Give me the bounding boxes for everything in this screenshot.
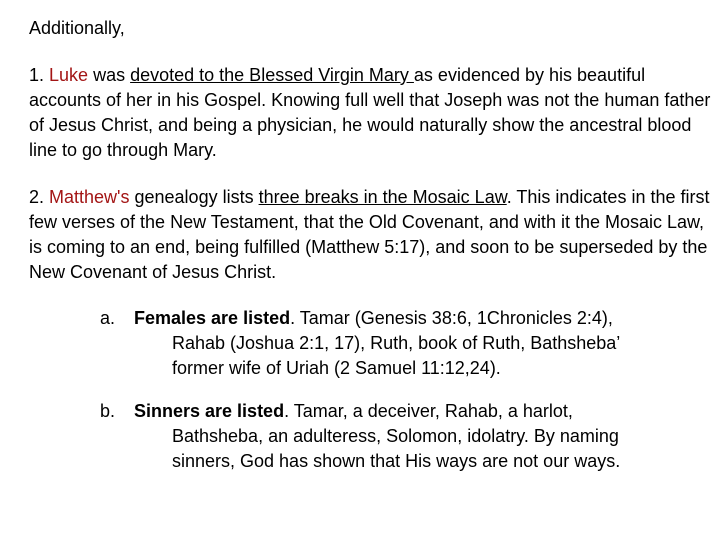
subpoint-text: . Tamar (Genesis 38:6, 1Chronicles 2:4), bbox=[290, 308, 613, 328]
point-number: 2. bbox=[29, 187, 45, 207]
point-text: was bbox=[88, 65, 131, 85]
subpoint-line: former wife of Uriah (2 Samuel 11:12,24). bbox=[172, 358, 501, 378]
point-luke bbox=[29, 63, 714, 163]
subpoint-line: Rahab (Joshua 2:1, 17), Ruth, book of Ruth, Bathsheba’ bbox=[172, 333, 621, 353]
intro-text: Additionally, bbox=[29, 18, 125, 38]
subpoint-line bbox=[100, 306, 700, 331]
subpoint-heading: Sinners are listed bbox=[134, 401, 285, 421]
point-text: as evidenced by his beautiful accounts of her in his Gospel. Knowing full well that Joseph was not the human father of Jesus Christ, and being a physician, he would naturally show the ancestral blood line to go through Mary. bbox=[29, 65, 711, 160]
underlined-phrase: devoted to the Blessed Virgin Mary bbox=[130, 65, 414, 85]
subpoint-marker: b. bbox=[100, 401, 116, 421]
subpoint-text: . Tamar, a deceiver, Rahab, a harlot, bbox=[284, 401, 573, 421]
point-matthew bbox=[29, 185, 714, 285]
subpoint-marker: a. bbox=[100, 308, 116, 328]
subpoint-line: sinners, God has shown that His ways are not our ways. bbox=[172, 451, 621, 471]
point-text: genealogy lists bbox=[129, 187, 259, 207]
subpoint-line: Bathsheba, an adulteress, Solomon, idolatry. By naming bbox=[172, 426, 619, 446]
subpoint-females bbox=[100, 306, 700, 381]
point-text: . This indicates in the first few verses of the New Testament, that the Old Covenant, and with it the Mosaic Law, is coming to an end, being fulfilled (Matthew 5:17), and soon to be superseded by the New Covenant of Jesus Christ. bbox=[29, 187, 710, 282]
name-luke: Luke bbox=[49, 65, 89, 85]
name-matthew: Matthew's bbox=[49, 187, 130, 207]
subpoint-sinners bbox=[100, 399, 700, 474]
subpoint-line bbox=[100, 399, 700, 424]
subpoint-heading: Females are listed bbox=[134, 308, 291, 328]
point-number: 1. bbox=[29, 65, 45, 85]
underlined-phrase: three breaks in the Mosaic Law bbox=[258, 187, 507, 207]
